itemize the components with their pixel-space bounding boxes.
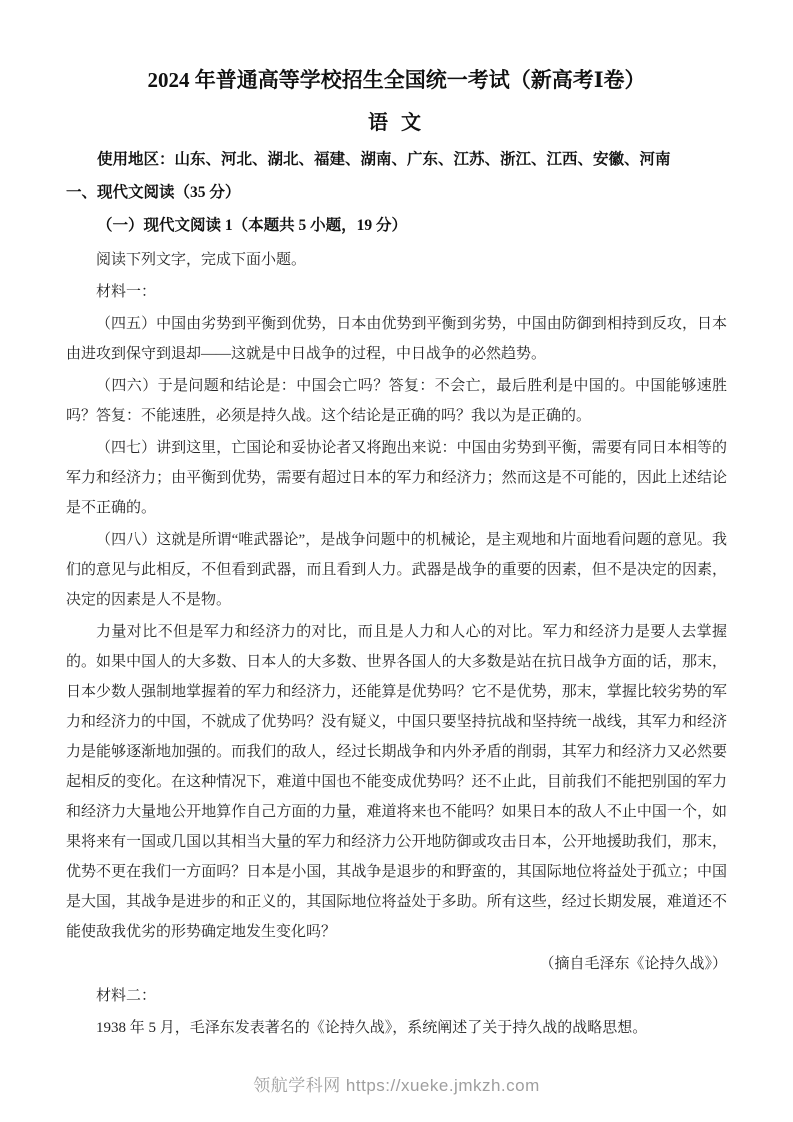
subject-title: 语 文 xyxy=(368,112,425,134)
material1-source-attribution: （摘自毛泽东《论持久战》） xyxy=(539,956,727,972)
material1-paragraph-2: （四六）于是问题和结论是：中国会亡吗？答复：不会亡，最后胜利是中国的。中国能够速胜吗？答复：不能速胜，必须是持久战。这个结论是正确的吗？我以为是正确的。 xyxy=(66,378,727,424)
material2-intro: 1938 年 5 月，毛泽东发表著名的《论持久战》，系统阐述了关于持久战的战略思想。 xyxy=(96,1020,648,1036)
subsection-heading-reading-1: （一）现代文阅读 1（本题共 5 小题，19 分） xyxy=(97,217,408,234)
material1-paragraph-4: （四八）这就是所谓“唯武器论”，是战争问题中的机械论，是主观地和片面地看问题的意见。我们的意见与此相反，不但看到武器，而且看到人力。武器是战争的重要的因素，但不是决定的因素，决定的因素是人不是物。 xyxy=(66,532,727,608)
applicable-regions: 使用地区：山东、河北、湖北、福建、湖南、广东、江苏、浙江、江西、安徽、河南 xyxy=(97,151,671,168)
site-watermark: 领航学科网 https://xueke.jmkzh.com xyxy=(253,1076,540,1095)
material1-label: 材料一： xyxy=(96,284,157,300)
material1-paragraph-3: （四七）讲到这里，亡国论和妥协论者又将跑出来说：中国由劣势到平衡，需要有同日本相等的军力和经济力；由平衡到优势，需要有超过日本的军力和经济力；然而这是不可能的，因此上述结论是不正确的。 xyxy=(66,440,727,516)
section-heading-modern-reading: 一、现代文阅读（35 分） xyxy=(66,184,241,201)
material1-paragraph-1: （四五）中国由劣势到平衡到优势，日本由优势到平衡到劣势，中国由防御到相持到反攻，日本由进攻到保守到退却——这就是中日战争的过程，中日战争的必然趋势。 xyxy=(66,316,727,362)
material1-paragraph-5: 力量对比不但是军力和经济力的对比，而且是人力和人心的对比。军力和经济力是要人去掌握的。如果中国人的大多数、日本人的大多数、世界各国人的大多数是站在抗日战争方面的话，那末，日本少数人强制地掌握着的军力和经济力，还能算是优势吗？它不是优势，那末，掌握比较劣势的军力和经济力的中国，不就成了优势吗？没有疑义，中国只要坚持抗战和坚持统一战线，其军力和经济力是能够逐渐地加强的。而我们的敌人，经过长期战争和内外矛盾的削弱，其军力和经济力又必然要起相反的变化。在这种情况下，难道中国也不能变成优势吗？还不止此，目前我们不能把别国的军力和经济力大量地公开地算作自己方面的力量，难道将来也不能吗？如果日本的敌人不止中国一个，如果将来有一国或几国以其相当大量的军力和经济力公开地防御或攻击日本，公开地援助我们，那末，优势不更在我们一方面吗？日本是小国，其战争是退步的和野蛮的，其国际地位将益处于孤立；中国是大国，其战争是进步的和正义的，其国际地位将益处于多助。所有这些，经过长期发展，难道还不能使敌我优劣的形势确定地发生变化吗？ xyxy=(66,624,727,940)
paper-title: 2024 年普通高等学校招生全国统一考试（新高考Ⅰ卷） xyxy=(147,68,646,92)
material2-label: 材料二： xyxy=(96,988,157,1004)
reading-instruction: 阅读下列文字，完成下面小题。 xyxy=(96,252,307,268)
material1-body xyxy=(66,309,727,947)
